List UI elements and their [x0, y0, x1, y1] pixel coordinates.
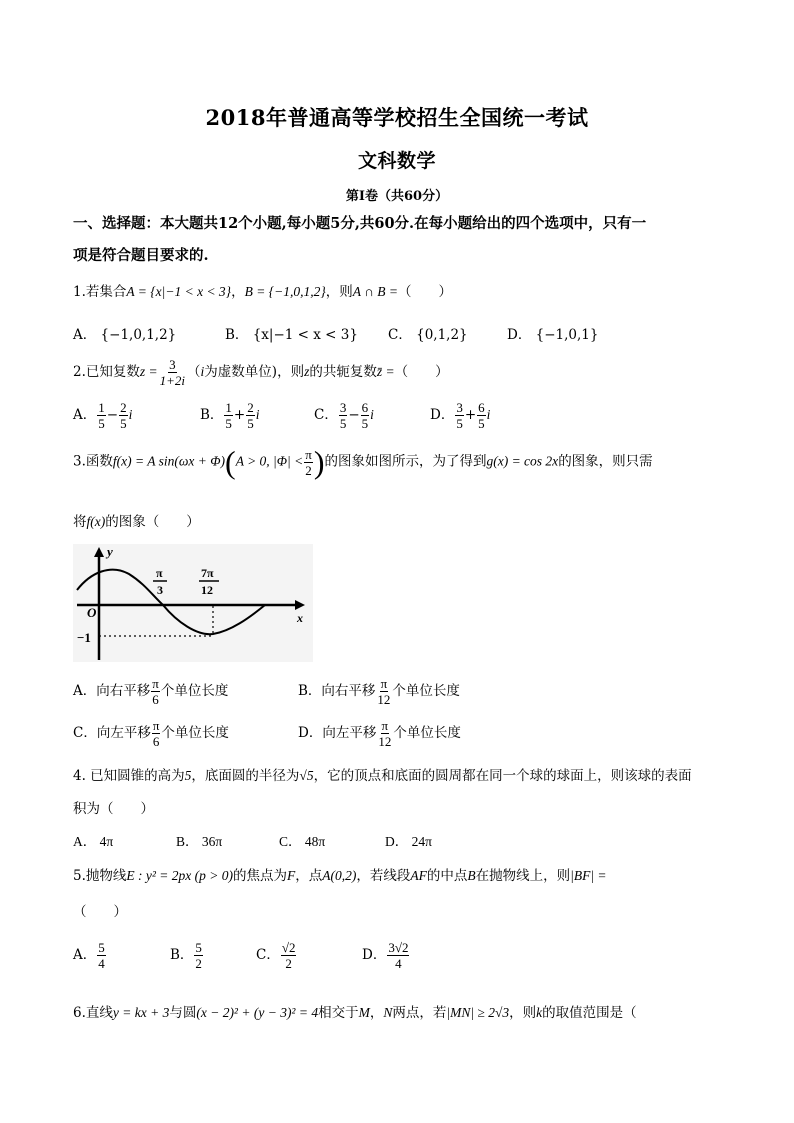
q3-cond-num: π — [305, 446, 312, 462]
q2-i-var: i — [200, 364, 205, 379]
q2a-n2: 2 — [120, 400, 127, 415]
q6-M: M — [358, 1005, 370, 1020]
q3-line2-b: 的图象（ ） — [105, 514, 200, 530]
q2d-d2: 5 — [478, 416, 485, 431]
q4-option-d: D． 24π — [385, 834, 432, 849]
q2b-frac1 — [224, 400, 233, 431]
q3-stem-a: 3.函数 — [73, 453, 113, 470]
q5d-frac — [387, 940, 409, 971]
q5a-label: A． — [73, 947, 97, 963]
q1-option-d: D． {−1,0,1} — [507, 327, 599, 343]
q2c-d2: 5 — [361, 416, 369, 431]
q5-A: A(0,2) — [322, 868, 357, 883]
q2-z-eq: z = — [139, 364, 158, 379]
q3-fx: f(x) — [86, 514, 106, 529]
q2b-tail: i — [255, 407, 260, 422]
q3c-den: 6 — [152, 734, 160, 749]
question-5 — [73, 864, 607, 884]
question-3 — [73, 446, 653, 478]
q2d-n1: 3 — [456, 400, 463, 415]
q2c-op: − — [348, 407, 360, 423]
q3-close-paren: ) — [313, 444, 325, 480]
q2b-label: B． — [200, 407, 224, 423]
q2-stem-c: 为虚数单位)，则 — [204, 364, 305, 380]
q3d-num: π — [381, 718, 389, 733]
q3a-frac — [151, 676, 160, 707]
q3-line2-a: 将 — [73, 514, 87, 530]
q6-stem-c: 相交于 — [318, 1005, 359, 1021]
q4-line1-a: 4. 已知圆锥的高为 — [73, 768, 185, 784]
q4-option-b: B． 36π — [176, 834, 223, 849]
section-instructions-line2: 项是符合题目要求的. — [73, 247, 209, 264]
q5b-label: B． — [170, 947, 194, 963]
q2c-frac1 — [339, 400, 348, 431]
q2-option-c — [314, 400, 374, 431]
q5c-frac — [281, 940, 297, 971]
q2b-n1: 1 — [225, 400, 232, 415]
q2-frac-den: 1+2i — [159, 373, 186, 388]
q3-option-a — [73, 676, 228, 707]
q5-option-b — [170, 940, 204, 971]
q3-func: f(x) = A sin(ωx + Φ) — [112, 453, 226, 469]
q3b-frac — [376, 676, 391, 707]
section-instructions-line1: 一、选择题：本大题共12个小题,每小题5分,共60分.在每小题给出的四个选项中，只有一 — [73, 215, 647, 232]
q3-option-b — [298, 676, 460, 707]
q3-cond-den: 2 — [305, 462, 312, 478]
q5a-frac — [97, 940, 106, 971]
q2-option-d — [430, 400, 490, 431]
q5c-num: √2 — [281, 940, 296, 955]
q3d-label: D．向左平移 — [298, 725, 377, 741]
q3c-label: C．向左平移 — [73, 725, 151, 741]
q6-stem-b: 与圆 — [169, 1005, 197, 1021]
q6-stem-f: ，则 — [509, 1005, 537, 1021]
q2-stem-d: 的共轭复数 — [309, 364, 377, 380]
q2c-d1: 5 — [339, 416, 347, 431]
q5-stem-a: 5.抛物线 — [73, 868, 127, 884]
q2b-frac2 — [246, 400, 255, 431]
q2-frac-num: 3 — [169, 357, 176, 372]
exam-title: 2018年普通高等学校招生全国统一考试 — [205, 105, 589, 130]
y-label: y — [107, 544, 113, 559]
exam-subtitle: 文科数学 — [357, 150, 436, 172]
q3d-den: 12 — [378, 734, 392, 749]
q2a-d2: 5 — [120, 416, 127, 431]
q2a-tail: i — [128, 407, 133, 422]
q6-MN: |MN| ≥ 2√3 — [446, 1005, 510, 1020]
q2d-tail: i — [486, 407, 491, 422]
q2d-frac2 — [477, 400, 486, 431]
q2c-tail: i — [370, 407, 374, 422]
q1-stem-b: ，则 — [325, 284, 353, 300]
q3-line2 — [73, 510, 200, 530]
q2d-d1: 5 — [456, 416, 463, 431]
q6-stem-e: 两点，若 — [392, 1005, 447, 1021]
q5d-label: D． — [362, 947, 387, 963]
q3-option-c — [73, 718, 229, 749]
tick2-den: 12 — [201, 583, 213, 597]
q2-fraction — [159, 357, 186, 388]
q5-stem-c: ，点 — [295, 868, 323, 884]
q6-stem-d: ， — [369, 1005, 384, 1021]
q5-stem-f: 在抛物线上，则 — [475, 868, 571, 884]
q5-option-c — [256, 940, 297, 971]
q5-BF: |BF| = — [570, 868, 607, 883]
q1-blank: （ ） — [397, 284, 452, 300]
q5-curve: E : y² = 2px (p > 0) — [126, 868, 233, 883]
q3-sine-graph — [73, 544, 313, 662]
neg-one-label: −1 — [77, 630, 91, 645]
q2-option-b — [200, 400, 260, 431]
q2-option-a — [73, 400, 132, 431]
q2a-n1: 1 — [98, 400, 105, 415]
q5-option-d — [362, 940, 410, 971]
tick2-num: 7π — [201, 566, 214, 580]
q3-cond-frac — [304, 447, 313, 478]
q6-N: N — [383, 1005, 393, 1020]
q6-line-eq: y = kx + 3 — [112, 1005, 170, 1020]
q3a-label: A．向右平移 — [73, 683, 151, 699]
q5-F: F — [287, 868, 296, 883]
q2c-n1: 3 — [339, 400, 347, 415]
q2c-label: C． — [314, 407, 338, 423]
q4-option-c: C． 48π — [279, 834, 326, 849]
x-label: x — [297, 611, 303, 625]
origin-label: O — [87, 605, 97, 620]
q2b-n2: 2 — [247, 400, 254, 415]
q5-option-a — [73, 940, 107, 971]
q3-cond: A > 0, |Φ| < — [235, 453, 304, 469]
q2a-d1: 5 — [98, 416, 105, 431]
q2c-frac2 — [361, 400, 370, 431]
q2b-d2: 5 — [247, 416, 254, 431]
q2a-op: − — [106, 407, 119, 423]
q2a-frac1 — [97, 400, 106, 431]
q2b-d1: 5 — [225, 416, 232, 431]
q5b-num: 5 — [195, 940, 202, 955]
q2c-n2: 6 — [361, 400, 369, 415]
q3-stem-c: 的图象，则只需 — [558, 453, 653, 470]
graph-background — [73, 544, 313, 662]
q6-stem-g: 的取值范围是（ — [542, 1005, 637, 1021]
q5a-num: 5 — [98, 940, 105, 955]
q5d-den: 4 — [395, 956, 402, 971]
q5c-label: C． — [256, 947, 280, 963]
q5-AF: AF — [410, 868, 427, 883]
q3a-tail: 个单位长度 — [160, 683, 229, 699]
q5b-den: 2 — [195, 956, 202, 971]
q1-set-b: B = {−1,0,1,2} — [244, 284, 326, 299]
q6-k: k — [536, 1005, 543, 1020]
part-heading: 第Ⅰ卷（共60分） — [345, 189, 449, 204]
q4-line2: 积为（ ） — [73, 801, 154, 817]
q1-stem-a: 1.若集合 — [73, 284, 127, 300]
q2-stem-b: （ — [187, 364, 201, 380]
question-6 — [73, 1001, 637, 1021]
q2-blank: （ ） — [394, 364, 449, 380]
q4-line1-b: ，底面圆的半径为 — [191, 768, 300, 784]
q4-h: 5 — [184, 768, 192, 783]
q1-set-a: A = {x|−1 < x < 3} — [126, 284, 232, 299]
q3b-num: π — [380, 676, 388, 691]
q3b-tail: 个单位长度 — [392, 683, 460, 699]
question-1 — [73, 280, 452, 300]
question-4 — [73, 764, 692, 784]
q5-stem-d: ，若线段 — [356, 868, 411, 884]
question-2 — [73, 357, 449, 388]
q3b-label: B．向右平移 — [298, 683, 376, 699]
q5-stem-e: 的中点 — [426, 868, 468, 884]
q6-stem-a: 6.直线 — [73, 1005, 113, 1021]
q2d-n2: 6 — [478, 400, 485, 415]
q2d-frac1 — [455, 400, 464, 431]
q3-g: g(x) = cos 2x — [486, 453, 559, 469]
q3-stem-b: 的图象如图所示，为了得到 — [324, 453, 487, 470]
q2a-frac2 — [119, 400, 128, 431]
q1-comma: ， — [231, 284, 245, 300]
q3a-num: π — [152, 676, 159, 691]
q1-expr: A ∩ B = — [352, 284, 398, 299]
q3-option-d — [298, 718, 461, 749]
q2-zbar: z̄ = — [376, 364, 395, 379]
q1-option-a: A． {−1,0,1,2} — [73, 327, 177, 343]
tick1-num: π — [156, 566, 163, 580]
q3b-den: 12 — [377, 692, 391, 707]
q3c-num: π — [152, 718, 160, 733]
q4-r: √5 — [299, 768, 314, 783]
q5d-num: 3√2 — [388, 940, 409, 955]
q4-option-a: A． 4π — [73, 834, 114, 849]
q3d-frac — [377, 718, 392, 749]
q3a-den: 6 — [152, 692, 159, 707]
q3d-tail: 个单位长度 — [393, 725, 461, 741]
q2-stem-a: 2.已知复数 — [73, 364, 140, 380]
q5-stem-b: 的焦点为 — [233, 868, 287, 884]
q1-option-b: B． {x|−1 < x < 3} — [225, 327, 358, 343]
q1-option-c: C． {0,1,2} — [388, 327, 468, 343]
q5c-den: 2 — [285, 956, 292, 971]
q4-line1-c: ，它的顶点和底面的圆周都在同一个球的球面上，则该球的表面 — [313, 768, 692, 784]
q3c-tail: 个单位长度 — [161, 725, 229, 741]
q5-B: B — [467, 868, 476, 883]
q6-circle: (x − 2)² + (y − 3)² = 4 — [196, 1005, 319, 1020]
q5b-frac — [194, 940, 203, 971]
q2-z-var: z — [304, 364, 310, 379]
q2d-label: D． — [430, 407, 455, 423]
q2a-label: A． — [73, 407, 97, 423]
q5-line2: （ ） — [73, 904, 127, 920]
q2b-op: + — [233, 407, 246, 423]
q5a-den: 4 — [98, 956, 105, 971]
q3-open-paren: ( — [225, 444, 236, 480]
tick1-den: 3 — [157, 583, 163, 597]
q2d-op: + — [464, 407, 477, 423]
q3c-frac — [152, 718, 161, 749]
